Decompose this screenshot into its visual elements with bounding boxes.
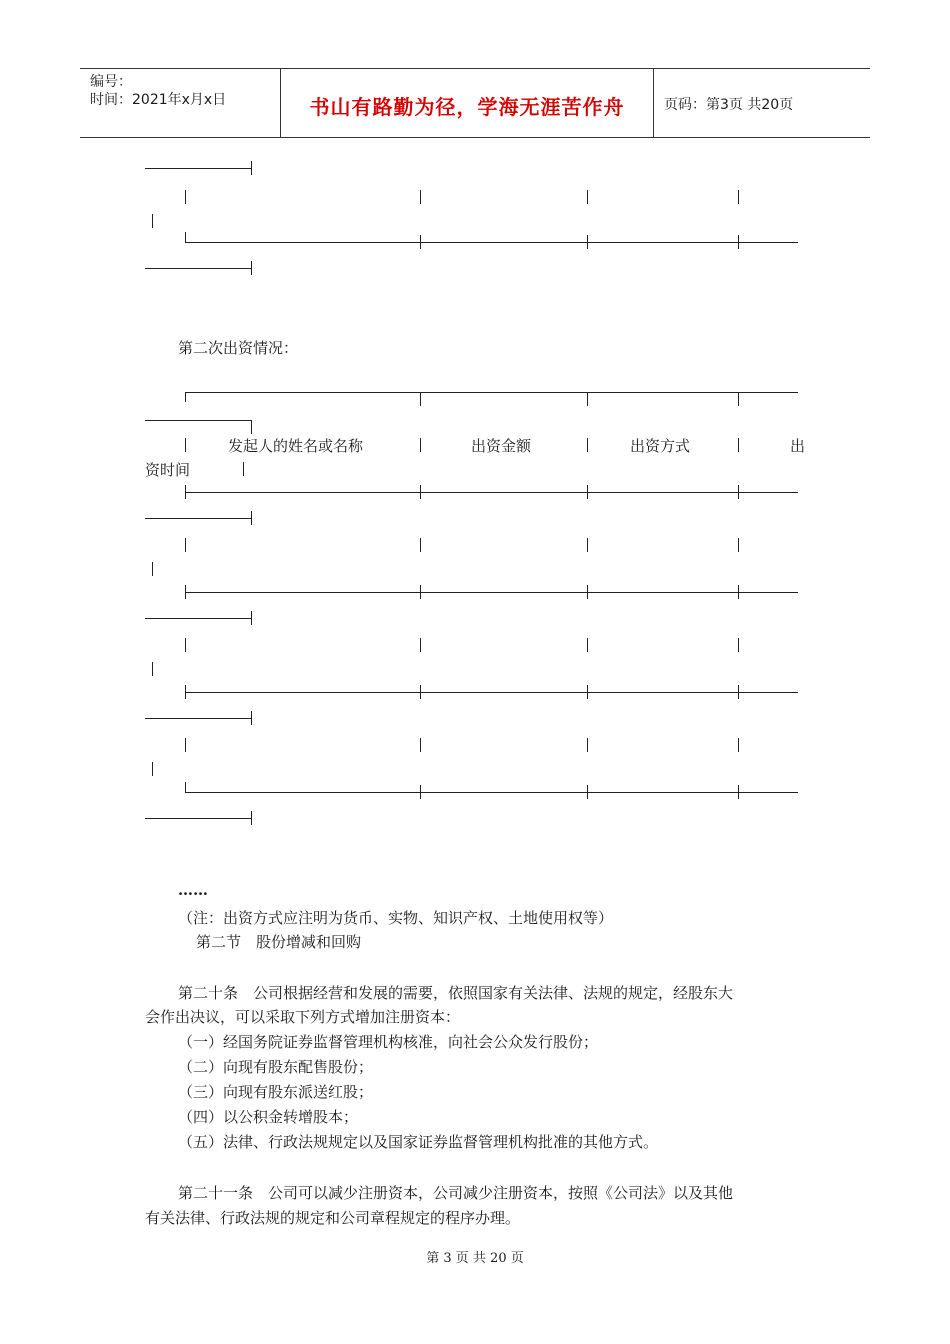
page-header bbox=[80, 68, 870, 138]
table-border bbox=[420, 638, 421, 652]
table-border bbox=[587, 738, 588, 752]
table-border bbox=[738, 785, 739, 799]
note: （注：出资方式应注明为货币、实物、知识产权、土地使用权等） bbox=[178, 909, 614, 927]
header-motto-cell bbox=[281, 69, 654, 137]
table-border bbox=[185, 738, 186, 752]
table-border bbox=[420, 392, 421, 406]
list-item: （五）法律、行政法规规定以及国家证券监督管理机构批准的其他方式。 bbox=[178, 1133, 659, 1151]
header-page-label: 页码：第3页 共20页 bbox=[664, 97, 794, 113]
table-border bbox=[738, 190, 739, 204]
table-border bbox=[420, 485, 421, 499]
table-border bbox=[185, 538, 186, 552]
table2-caption: 第二次出资情况： bbox=[178, 339, 299, 357]
doc-number-label: 编号： bbox=[90, 74, 132, 90]
header-meta-cell bbox=[80, 69, 281, 137]
article21-line2: 有关法律、行政法规的规定和公司章程规定的程序办理。 bbox=[145, 1209, 521, 1227]
table-border bbox=[420, 438, 421, 452]
table-line bbox=[185, 592, 798, 593]
table-border bbox=[152, 562, 153, 576]
table-border bbox=[251, 420, 252, 434]
article20-line2: 会作出决议，可以采取下列方式增加注册资本： bbox=[145, 1008, 461, 1026]
table-border bbox=[587, 485, 588, 499]
table-border bbox=[587, 392, 588, 406]
table-line bbox=[145, 718, 251, 719]
table-border bbox=[587, 538, 588, 552]
table-line bbox=[145, 818, 251, 819]
table-line bbox=[145, 168, 251, 169]
date-label: 时间：2021年x月x日 bbox=[90, 92, 227, 108]
table-border bbox=[420, 190, 421, 204]
table-line bbox=[185, 392, 798, 393]
table-border bbox=[243, 462, 244, 476]
page-footer: 第 3 页 共 20 页 bbox=[426, 1251, 524, 1266]
table-border bbox=[587, 785, 588, 799]
list-item: （一）经国务院证券监督管理机构核准，向社会公众发行股份； bbox=[178, 1033, 599, 1051]
table-border bbox=[251, 611, 252, 625]
header-cell-founder: 发起人的姓名或名称 bbox=[228, 437, 364, 455]
article21-line1: 第二十一条 公司可以减少注册资本，公司减少注册资本，按照《公司法》以及其他 bbox=[178, 1184, 734, 1202]
table-line bbox=[145, 618, 251, 619]
table-border bbox=[185, 782, 186, 792]
table-border bbox=[152, 762, 153, 776]
table-border bbox=[738, 438, 739, 452]
table-border bbox=[738, 638, 739, 652]
table-border bbox=[738, 738, 739, 752]
table-border bbox=[738, 585, 739, 599]
list-item: （三）向现有股东派送红股； bbox=[178, 1083, 374, 1101]
table-border bbox=[587, 438, 588, 452]
table-border bbox=[251, 261, 252, 275]
table-line bbox=[145, 268, 251, 269]
table-border bbox=[420, 785, 421, 799]
header-cell-method: 出资方式 bbox=[630, 437, 691, 455]
table-border bbox=[420, 738, 421, 752]
table-border bbox=[251, 161, 252, 175]
table-border bbox=[420, 585, 421, 599]
list-item: （四）以公积金转增股本； bbox=[178, 1108, 359, 1126]
table-border bbox=[185, 232, 186, 242]
table-border bbox=[738, 235, 739, 249]
table-border bbox=[587, 190, 588, 204]
table-line bbox=[185, 242, 798, 243]
table-border bbox=[738, 538, 739, 552]
header-cell-time: 出 bbox=[790, 437, 806, 455]
list-item: （二）向现有股东配售股份； bbox=[178, 1058, 374, 1076]
table-border bbox=[251, 511, 252, 525]
table-line bbox=[145, 420, 251, 421]
header-cell-amount: 出资金额 bbox=[471, 437, 532, 455]
table-border bbox=[420, 685, 421, 699]
table-border bbox=[738, 685, 739, 699]
table-border bbox=[587, 235, 588, 249]
table-line bbox=[185, 492, 798, 493]
table-border bbox=[251, 811, 252, 825]
table-border bbox=[420, 538, 421, 552]
table-border bbox=[185, 190, 186, 204]
section-title: 第二节 股份增减和回购 bbox=[196, 933, 362, 951]
table-border bbox=[738, 485, 739, 499]
table-border bbox=[185, 638, 186, 652]
table-border bbox=[738, 392, 739, 406]
ellipsis: …… bbox=[178, 881, 208, 899]
header-cell-time-wrap: 资时间 bbox=[145, 461, 191, 479]
table-border bbox=[251, 711, 252, 725]
header-page-cell bbox=[654, 69, 870, 137]
table-border bbox=[587, 685, 588, 699]
table-border bbox=[185, 438, 186, 452]
table-line bbox=[185, 792, 798, 793]
article20-line1: 第二十条 公司根据经营和发展的需要，依照国家有关法律、法规的规定，经股东大 bbox=[178, 984, 734, 1002]
table-border bbox=[152, 214, 153, 228]
table-border bbox=[587, 638, 588, 652]
table-border bbox=[587, 585, 588, 599]
table-border bbox=[420, 235, 421, 249]
table-border bbox=[152, 662, 153, 676]
table-border bbox=[185, 392, 186, 402]
table-line bbox=[145, 518, 251, 519]
motto: 书山有路勤为径，学海无涯苦作舟 bbox=[309, 95, 625, 119]
table-line bbox=[185, 692, 798, 693]
